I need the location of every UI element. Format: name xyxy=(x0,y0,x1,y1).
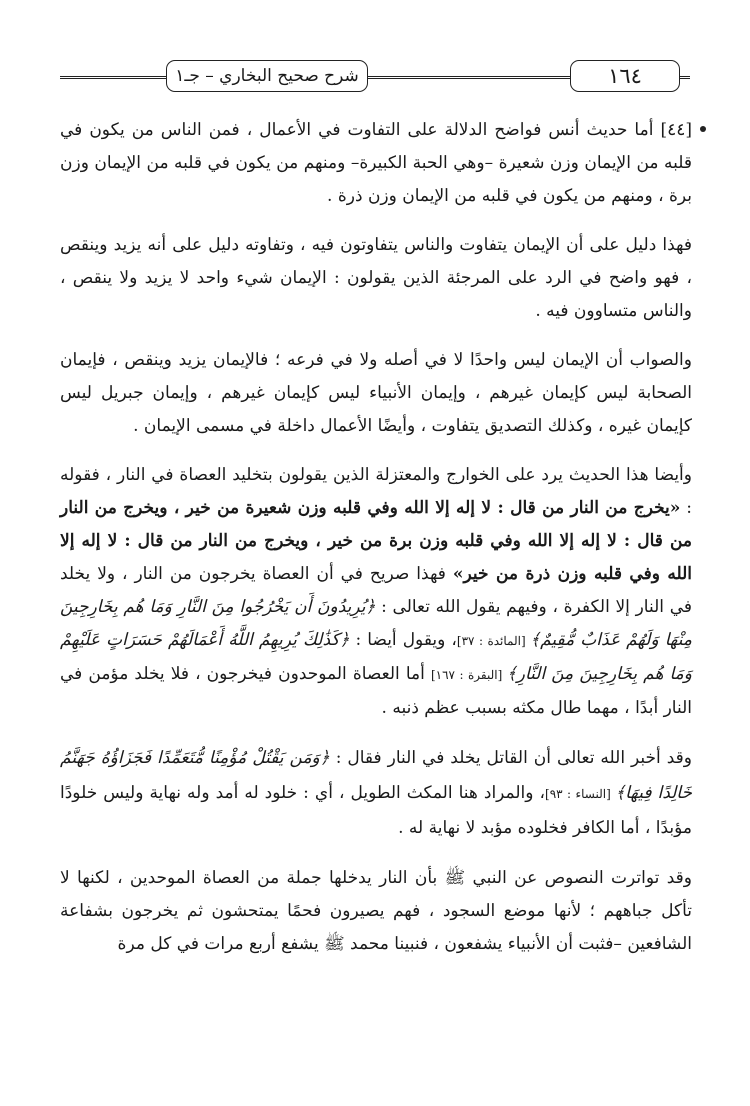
ref-baqarah: [البقرة : ١٦٧] xyxy=(430,668,507,682)
paragraph-3: والصواب أن الإيمان ليس واحدًا لا في أصله ولا في فرعه ؛ فالإيمان يزيد وينقص ، فإيمان الصحابة ليس كإيمان غيرهم ، وإيمان الأنبياء ليس كإيمان غيرهم ، وإيمان جبريل ليس كإيمان غيره ، وكذلك التصديق يتفاوت ، وأيضًا الأعمال داخلة في مسمى الإيمان . xyxy=(60,350,692,436)
quran-verse-baqarah: ﴿كَذَٰلِكَ يُرِيهِمُ اللَّهُ أَعْمَالَهُمْ حَسَرَاتٍ عَلَيْهِمْ وَمَا هُم بِخَارِجِينَ مِنَ النَّارِ﴾ xyxy=(60,630,692,684)
quran-verse-nisa: ﴿وَمَن يَقْتُلْ مُؤْمِنًا مُّتَعَمِّدًا فَجَزَاؤُهُ جَهَنَّمُ خَالِدًا فِيهَا﴾ xyxy=(60,748,692,803)
bullet-icon xyxy=(700,126,706,132)
ref-maidah: [المائدة : ٣٧] xyxy=(456,634,531,648)
p4-intro: وأيضا هذا الحديث يرد على الخوارج والمعتزلة الذين يقولون بتخليد العصاة في النار ، فقوله : xyxy=(60,465,693,518)
page-number: ١٦٤ xyxy=(570,60,680,92)
p4-mid: ، ويقول أيضا : xyxy=(349,630,457,650)
page-header xyxy=(60,58,690,96)
paragraph-2: فهذا دليل على أن الإيمان يتفاوت والناس يتفاوتون فيه ، وتفاوته دليل على أنه يزيد وينقص ، فهو واضح في الرد على المرجئة الذين يقولون : الإيمان شيء واحد لا يزيد ولا ينقص ، والناس متساوون فيه . xyxy=(60,235,692,321)
hadith-quote: «يخرج من النار من قال : لا إله إلا الله وفي قلبه وزن شعيرة من خير ، ويخرج من النار من قال : لا إله إلا الله وفي قلبه وزن برة من خير ، ويخرج من النار من قال : لا إله إلا الله وفي قلبه وزن ذرة من خير» xyxy=(60,498,692,584)
paragraph-1-text: [٤٤] أما حديث أنس فواضح الدلالة على التفاوت في الأعمال ، فمن الناس من يكون في قلبه من الإيمان وزن شعيرة –وهي الحبة الكبيرة– ومنهم من يكون في قلبه من الإيمان وزن برة ، ومنهم من يكون في قلبه من الإيمان وزن ذرة . xyxy=(60,120,692,206)
book-title: شرح صحيح البخاري – جـ١ xyxy=(166,60,368,92)
p5-intro: وقد أخبر الله تعالى أن القاتل يخلد في النار فقال : xyxy=(329,748,692,768)
paragraph-6: وقد تواترت النصوص عن النبي ﷺ بأن النار يدخلها جملة من العصاة الموحدين ، لكنها لا تأكل جباههم ؛ لأنها موضع السجود ، فهم يصيرون فحمًا يمتحشون ثم يخرجون بشفاعة الشافعين –فثبت أن الأنبياء يشفعون ، فنبينا محمد ﷺ يشفع أربع مرات في كل مرة xyxy=(60,867,692,954)
paragraph-1 xyxy=(60,114,692,213)
quran-verse-maidah: ﴿يُرِيدُونَ أَن يَخْرُجُوا مِنَ النَّارِ وَمَا هُم بِخَارِجِينَ مِنْهَا وَلَهُمْ عَذَابٌ مُّقِيمٌ﴾ xyxy=(60,597,692,650)
ref-nisa: [النساء : ٩٣] xyxy=(545,786,616,801)
paragraph-4 xyxy=(60,459,692,725)
paragraph-5 xyxy=(60,741,692,846)
p4-after-hadith: فهذا صريح في أن العصاة يخرجون من النار ، ولا يخلد في النار إلا الكفرة ، وفيهم يقول الله تعالى : xyxy=(60,564,692,617)
p4-end: أما العصاة الموحدون فيخرجون ، فلا يخلد مؤمن في النار أبدًا ، مهما طال مكثه بسبب عظم ذنبه . xyxy=(60,664,692,718)
p5-end: ، والمراد هنا المكث الطويل ، أي : خلود له أمد وله نهاية وليس خلودًا مؤبدًا ، أما الكافر فخلوده مؤبد لا نهاية له . xyxy=(60,782,692,838)
page-body xyxy=(60,114,692,977)
